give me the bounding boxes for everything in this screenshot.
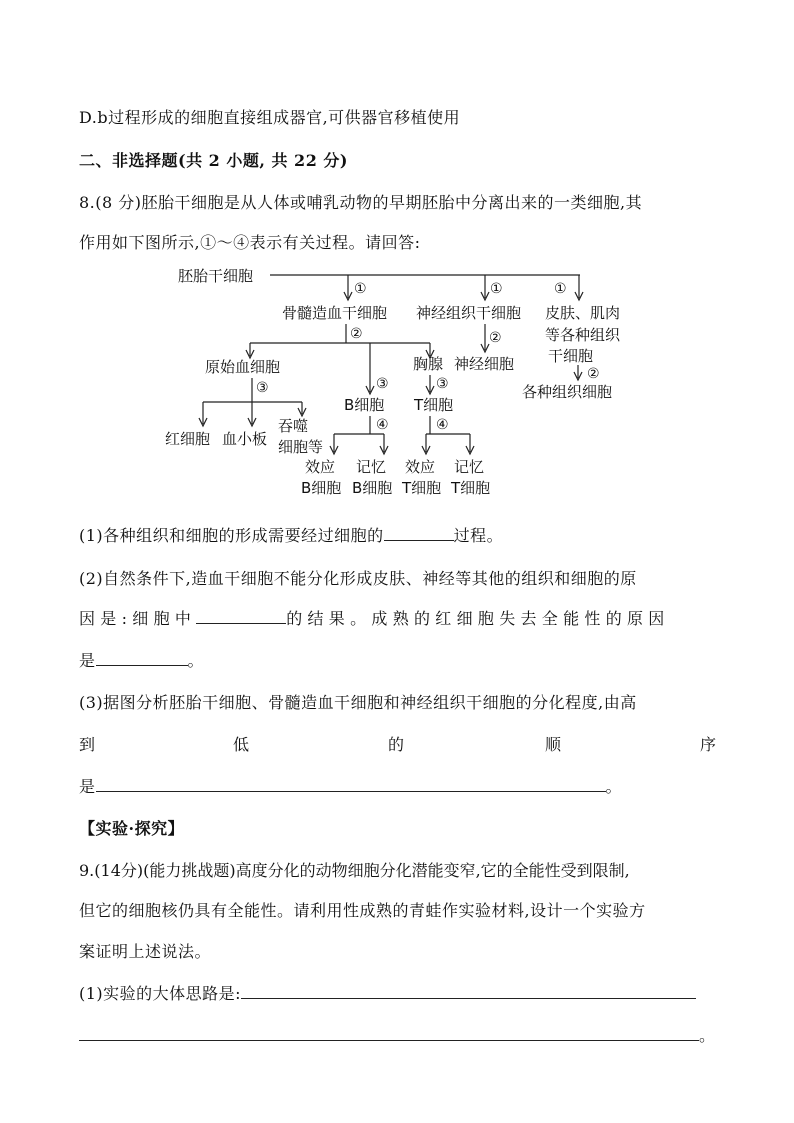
diagram-root: 胚胎干细胞 [178,267,254,285]
b-cell: B细胞 [344,396,385,414]
thymus: 胸腺 [413,355,444,373]
q8-part1-text-b: 过程。 [453,526,504,545]
q8-part2-text-c: 是 [79,651,96,670]
step1-b: ① [490,281,503,297]
q9-stem-line3: 案证明上述说法。 [79,942,212,961]
step1-c: ① [554,281,567,297]
primitive-blood-cell: 原始血细胞 [205,358,281,376]
q9-part1-blank1[interactable] [241,982,696,999]
memory-t-label2: T细胞 [451,479,491,497]
q8-part3-word-2: 低 [233,735,250,754]
skin-muscle-label3: 干细胞 [548,347,594,365]
q8-stem-line2: 作用如下图所示,①～④表示有关过程。请回答: [79,233,421,252]
q8-part3-line1: (3)据图分析胚胎干细胞、骨髓造血干细胞和神经组织干细胞的分化程度,由高 [79,693,637,712]
q8-part1-text-a: (1)各种组织和细胞的形成需要经过细胞的 [79,526,384,545]
q8-part3-word-1: 到 [79,735,96,754]
neural-stem-cell: 神经组织干细胞 [416,304,522,322]
q8-part3-word-3: 的 [388,735,405,754]
experiment-heading: 【实验·探究】 [79,819,185,838]
phagocyte-label1: 吞噬 [278,417,309,435]
step3-a: ③ [256,380,269,396]
various-tissue-cells: 各种组织细胞 [522,383,613,401]
step4-b: ④ [436,417,449,433]
memory-b-label2: B细胞 [352,479,393,497]
q8-part3-word-4: 顺 [545,735,562,754]
platelet: 血小板 [222,430,268,448]
section-heading: 二、非选择题(共 2 小题, 共 22 分) [79,151,348,170]
q8-part2-line1: (2)自然条件下,造血干细胞不能分化形成皮肤、神经等其他的组织和细胞的原 [79,569,637,588]
q9-part1-cont [79,1023,716,1046]
q8-part2-blank1[interactable] [196,607,286,624]
skin-muscle-label2: 等各种组织 [545,326,621,344]
q8-part2-line2 [79,606,670,629]
q9-part1 [79,981,696,1004]
step1-a: ① [354,281,367,297]
step2-c: ② [587,366,600,382]
q9-stem-line2: 但它的细胞核仍具有全能性。请利用性成熟的青蛙作实验材料,设计一个实验方 [79,901,646,920]
memory-t-label1: 记忆 [454,458,485,476]
step4-a: ④ [376,417,389,433]
effector-b-label2: B细胞 [301,479,342,497]
red-blood-cell: 红细胞 [165,430,211,448]
effector-b-label1: 效应 [305,458,336,476]
q8-part1 [79,523,503,546]
step2-b: ② [489,330,502,346]
q8-part2-text-a: 因是:细胞中 [79,609,197,628]
phagocyte-label2: 细胞等 [278,438,324,456]
q7-option-d: D.b过程形成的细胞直接组成器官,可供器官移植使用 [79,108,461,127]
effector-t-label1: 效应 [405,458,436,476]
q8-part3-line3 [79,774,622,797]
step3-c: ③ [436,376,449,392]
q8-part2-line3 [79,648,204,671]
skin-muscle-label1: 皮肤、肌肉 [545,304,621,322]
neurons: 神经细胞 [454,355,515,373]
t-cell: T细胞 [414,396,454,414]
memory-b-label1: 记忆 [356,458,387,476]
q9-part1-blank2[interactable] [79,1024,699,1041]
effector-t-label2: T细胞 [402,479,442,497]
step3-b: ③ [376,376,389,392]
step2-a: ② [350,326,363,342]
q8-part2-blank2[interactable] [96,649,188,666]
q8-part3-blank[interactable] [96,775,606,792]
q8-part2-text-b: 的结果。成熟的红细胞失去全能性的原因 [286,609,670,628]
q8-part3-text-b: 。 [605,777,623,796]
q8-part1-blank[interactable] [384,524,454,541]
q8-part3-text-a: 是 [79,777,96,796]
cell-differentiation-diagram [0,0,794,510]
q8-part2-text-d: 。 [187,651,205,670]
q8-part3-word-5: 序 [700,735,717,754]
q9-part1-text: (1)实验的大体思路是: [79,984,242,1003]
q9-end-mark: 。 [699,1026,716,1045]
q8-stem-line1: 8.(8 分)胚胎干细胞是从人体或哺乳动物的早期胚胎中分离出来的一类细胞,其 [79,193,643,212]
q9-stem-line1: 9.(14分)(能力挑战题)高度分化的动物细胞分化潜能变窄,它的全能性受到限制, [79,861,630,880]
bone-marrow-stem-cell: 骨髓造血干细胞 [282,304,388,322]
